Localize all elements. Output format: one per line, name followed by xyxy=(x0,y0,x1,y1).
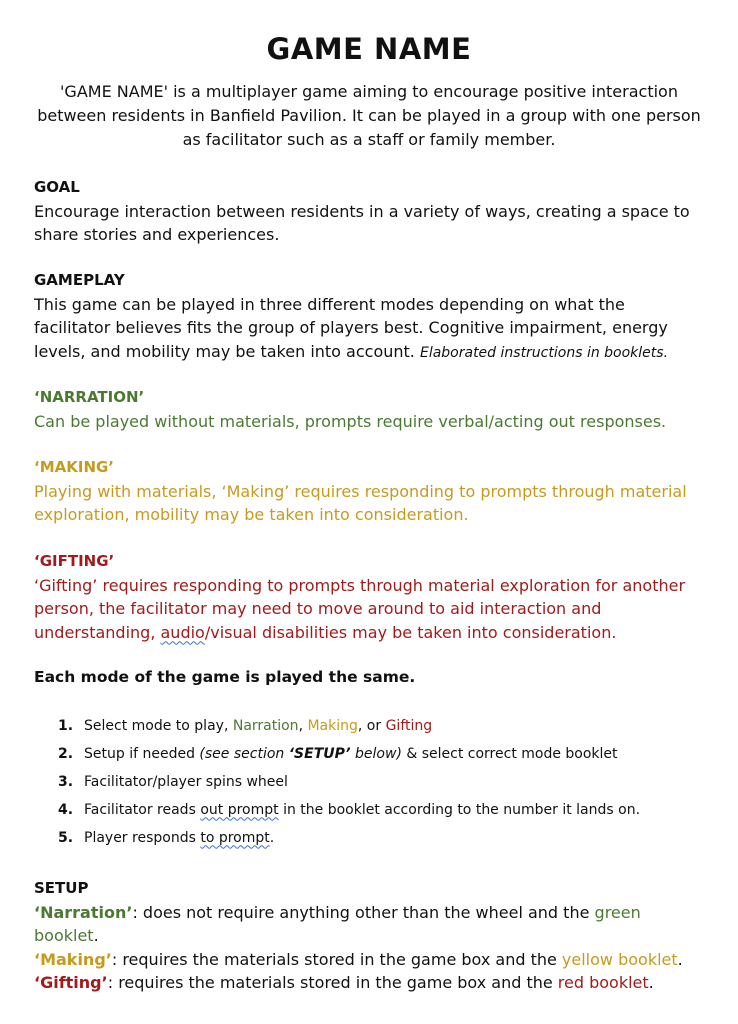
yellow-booklet: yellow booklet xyxy=(561,949,678,969)
setup-gifting-label: ‘Gifting’ xyxy=(34,973,108,992)
gifting-text xyxy=(34,574,704,645)
list-item xyxy=(34,796,704,824)
step-comma: , xyxy=(298,717,304,734)
gameplay-note: Elaborated instructions in booklets. xyxy=(419,344,669,361)
setup-gifting-text: : requires the materials stored in the game box and the xyxy=(107,973,553,992)
making-heading: ‘MAKING’ xyxy=(34,458,115,476)
step-number: 2. xyxy=(58,745,74,762)
gameplay-heading: GAMEPLAY xyxy=(34,271,125,289)
list-item xyxy=(34,824,704,852)
setup-narration xyxy=(34,901,704,948)
setup-making-end: . xyxy=(677,949,683,969)
setup-making-text: : requires the materials stored in the game box and the xyxy=(111,949,557,969)
gameplay-section xyxy=(34,269,704,365)
list-item xyxy=(34,740,704,768)
setup-making xyxy=(34,948,704,972)
setup-narration-end: . xyxy=(93,926,99,945)
step-text: Facilitator/player spins wheel xyxy=(84,773,288,790)
red-booklet: red booklet xyxy=(557,973,649,992)
goal-heading: GOAL xyxy=(34,178,80,196)
step-text: Setup if needed xyxy=(84,745,195,762)
setup-gifting-end: . xyxy=(648,973,654,992)
step-number: 1. xyxy=(58,717,74,734)
step-italic: (see section xyxy=(199,745,285,762)
setup-narration-text: : does not require anything other than the wheel and the xyxy=(132,902,590,922)
step-italic-2: below) xyxy=(355,745,402,762)
step-text: Player responds xyxy=(84,829,196,846)
step-text-b: in the booklet according to the number it lands on. xyxy=(283,801,641,818)
making-section xyxy=(34,456,704,527)
step-gifting: Gifting xyxy=(385,717,433,734)
intro-paragraph: 'GAME NAME' is a multiplayer game aiming to encourage positive interaction between residents in Banfield Pavilion. It can be played in a group with one person as facilitator such as a staff or family member. xyxy=(37,82,701,149)
step-underlined: to prompt xyxy=(200,829,270,846)
setup-heading: SETUP xyxy=(34,879,89,897)
setup-section xyxy=(34,877,704,995)
gifting-section xyxy=(34,550,704,644)
steps-heading: Each mode of the game is played the same. xyxy=(34,668,416,686)
step-text: Select mode to play, xyxy=(84,717,229,734)
gifting-audio-word: audio xyxy=(160,622,205,642)
step-narration: Narration xyxy=(232,717,299,734)
step-rest: & select correct mode booklet xyxy=(406,745,618,762)
step-text-b: . xyxy=(269,829,275,846)
gifting-text-a: ‘Gifting’ requires responding to prompts through material exploration for another person, the facilitator may need to move around to aid interaction and understanding, xyxy=(34,575,686,642)
gameplay-text xyxy=(34,293,704,366)
narration-heading: ‘NARRATION’ xyxy=(34,388,145,406)
list-item xyxy=(34,768,704,796)
steps-list xyxy=(34,712,704,852)
gameplay-body: This game can be played in three different modes depending on what the facilitator believes fits the group of players best. Cognitive impairment, energy levels, and mobility may be taken into account. xyxy=(34,294,668,361)
step-number: 3. xyxy=(58,773,74,790)
step-number: 5. xyxy=(58,829,74,846)
green-booklet: green booklet xyxy=(34,902,641,945)
setup-narration-label: ‘Narration’ xyxy=(34,902,133,922)
goal-section xyxy=(34,176,704,247)
list-item xyxy=(34,712,704,740)
step-text: Facilitator reads xyxy=(84,801,196,818)
goal-text: Encourage interaction between residents in a variety of ways, creating a space to share stories and experiences. xyxy=(34,201,690,244)
step-making: Making xyxy=(307,717,358,734)
making-text: Playing with materials, ‘Making’ requires responding to prompts through material exploration, mobility may be taken into consideration. xyxy=(34,481,687,524)
steps-section xyxy=(34,666,704,852)
setup-gifting xyxy=(34,971,704,995)
narration-text: Can be played without materials, prompts require verbal/acting out responses. xyxy=(34,411,667,431)
step-underlined: out prompt xyxy=(200,801,279,818)
narration-section xyxy=(34,386,704,433)
gifting-heading: ‘GIFTING’ xyxy=(34,552,115,570)
page-title: GAME NAME xyxy=(266,32,472,66)
step-or: , or xyxy=(357,717,382,734)
step-number: 4. xyxy=(58,801,74,818)
gifting-text-b: /visual disabilities may be taken into consideration. xyxy=(204,622,617,642)
setup-making-label: ‘Making’ xyxy=(34,949,112,969)
step-setup-ref: ‘SETUP’ xyxy=(288,745,351,762)
